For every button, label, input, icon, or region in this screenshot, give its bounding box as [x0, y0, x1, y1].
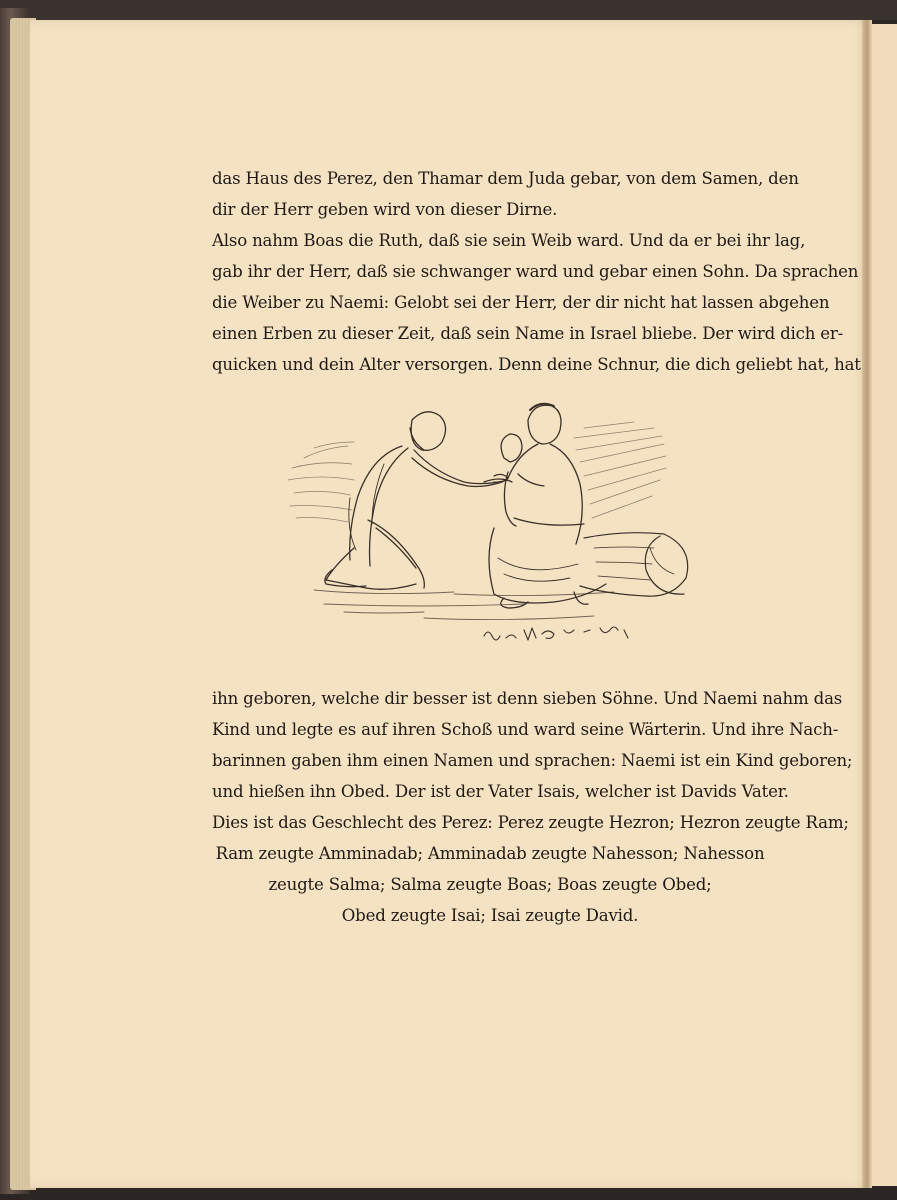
lithograph-illustration: [284, 398, 704, 660]
text-line: dir der Herr geben wird von dieser Dirne.: [212, 200, 558, 219]
text-line: und hießen ihn Obed. Der ist der Vater Isais, welcher ist Davids Vater.: [212, 782, 789, 801]
hatching-right: [574, 422, 666, 518]
text-line: quicken und dein Alter versorgen. Denn deine Schnur, die dich geliebt hat, hat: [212, 355, 861, 374]
log-bundle: [580, 533, 688, 597]
text-line: die Weiber zu Naemi: Gelobt sei der Herr, der dir nicht hat lassen abgehen: [212, 293, 830, 312]
woman-with-child: [484, 404, 606, 608]
text-line: Also nahm Boas die Ruth, daß sie sein Weib ward. Und da er bei ihr lag,: [212, 231, 806, 250]
text-line: das Haus des Perez, den Thamar dem Juda gebar, von dem Samen, den: [212, 169, 799, 188]
backdrop: [0, 0, 897, 20]
text-line: ihn geboren, welche dir besser ist denn sieben Söhne. Und Naemi nahm das: [212, 689, 843, 708]
text-block-bottom: [212, 683, 853, 931]
text-line: barinnen gaben ihm einen Namen und sprachen: Naemi ist ein Kind geboren;: [212, 751, 853, 770]
text-line: Ram zeugte Amminadab; Amminadab zeugte Nahesson; Nahesson: [215, 844, 765, 863]
text-line: zeugte Salma; Salma zeugte Boas; Boas zeugte Obed;: [268, 875, 712, 894]
kneeling-figure: [325, 412, 508, 589]
text-line: Obed zeugte Isai; Isai zeugte David.: [341, 906, 639, 925]
hatching-left: [288, 442, 354, 522]
text-block-top: [212, 163, 861, 380]
ground-strokes: [314, 590, 614, 620]
text-line: Dies ist das Geschlecht des Perez: Perez zeugte Hezron; Hezron zeugte Ram;: [212, 813, 849, 832]
facing-page-edge: [872, 24, 897, 1186]
text-line: einen Erben zu dieser Zeit, daß sein Name in Israel bliebe. Der wird dich er-: [212, 324, 844, 343]
text-line: gab ihr der Herr, daß sie schwanger ward und gebar einen Sohn. Da sprachen: [212, 262, 859, 281]
artist-signature: [484, 627, 628, 640]
book-gutter: [862, 20, 872, 1188]
text-line: Kind und legte es auf ihren Schoß und ward seine Wärterin. Und ihre Nach-: [212, 720, 839, 739]
